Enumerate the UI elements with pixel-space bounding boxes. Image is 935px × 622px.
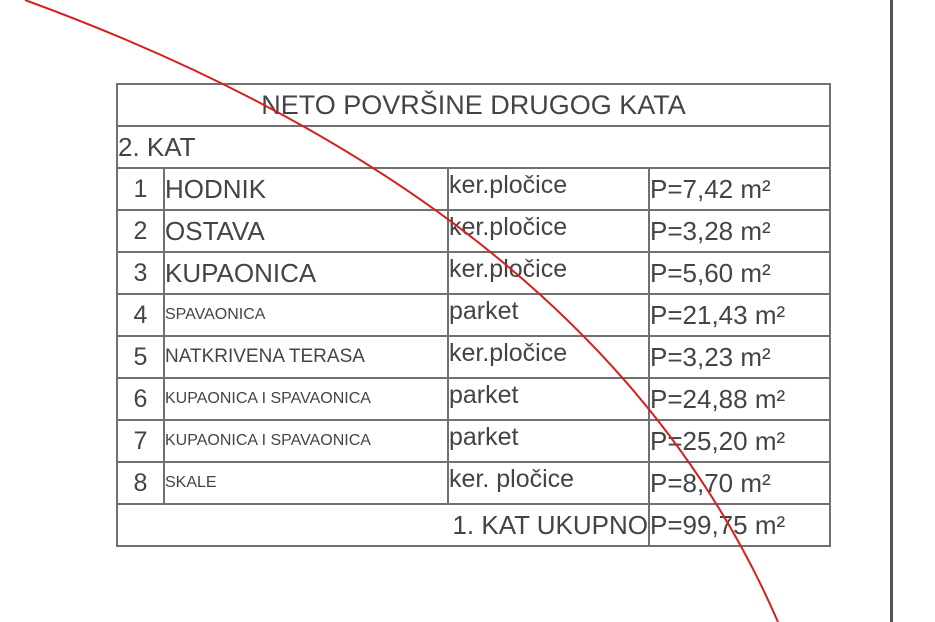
material-text: ker.pločice bbox=[449, 255, 568, 283]
material-text: ker. pločice bbox=[449, 465, 575, 493]
room-name: KUPAONICA I SPAVAONICA bbox=[164, 378, 448, 420]
row-number: 8 bbox=[117, 462, 164, 504]
row-number: 4 bbox=[117, 294, 164, 336]
room-area: P=3,28 m² bbox=[649, 210, 830, 252]
room-name: HODNIK bbox=[164, 168, 448, 210]
room-name: SPAVAONICA bbox=[164, 294, 448, 336]
material-text: parket bbox=[449, 381, 519, 409]
total-area: P=99,75 m² bbox=[649, 504, 830, 546]
material-text: parket bbox=[449, 423, 519, 451]
room-area: P=8,70 m² bbox=[649, 462, 830, 504]
material-text: ker.pločice bbox=[449, 171, 568, 199]
row-number: 5 bbox=[117, 336, 164, 378]
room-name: OSTAVA bbox=[164, 210, 448, 252]
table-title: NETO POVRŠINE DRUGOG KATA bbox=[117, 84, 830, 126]
material-text: parket bbox=[449, 297, 519, 325]
room-area: P=24,88 m² bbox=[649, 378, 830, 420]
room-name: SKALE bbox=[164, 462, 448, 504]
room-name: KUPAONICA I SPAVAONICA bbox=[164, 420, 448, 462]
room-area: P=21,43 m² bbox=[649, 294, 830, 336]
floor-label: 2. KAT bbox=[117, 126, 830, 168]
row-number: 1 bbox=[117, 168, 164, 210]
material-text: ker.pločice bbox=[449, 339, 568, 367]
room-area: P=7,42 m² bbox=[649, 168, 830, 210]
material-text: ker.pločice bbox=[449, 213, 568, 241]
room-area: P=3,23 m² bbox=[649, 336, 830, 378]
total-label: 1. KAT UKUPNO bbox=[117, 504, 649, 546]
room-area: P=5,60 m² bbox=[649, 252, 830, 294]
row-number: 6 bbox=[117, 378, 164, 420]
room-area: P=25,20 m² bbox=[649, 420, 830, 462]
row-number: 7 bbox=[117, 420, 164, 462]
row-number: 2 bbox=[117, 210, 164, 252]
row-number: 3 bbox=[117, 252, 164, 294]
room-name: KUPAONICA bbox=[164, 252, 448, 294]
room-name: NATKRIVENA TERASA bbox=[164, 336, 448, 378]
